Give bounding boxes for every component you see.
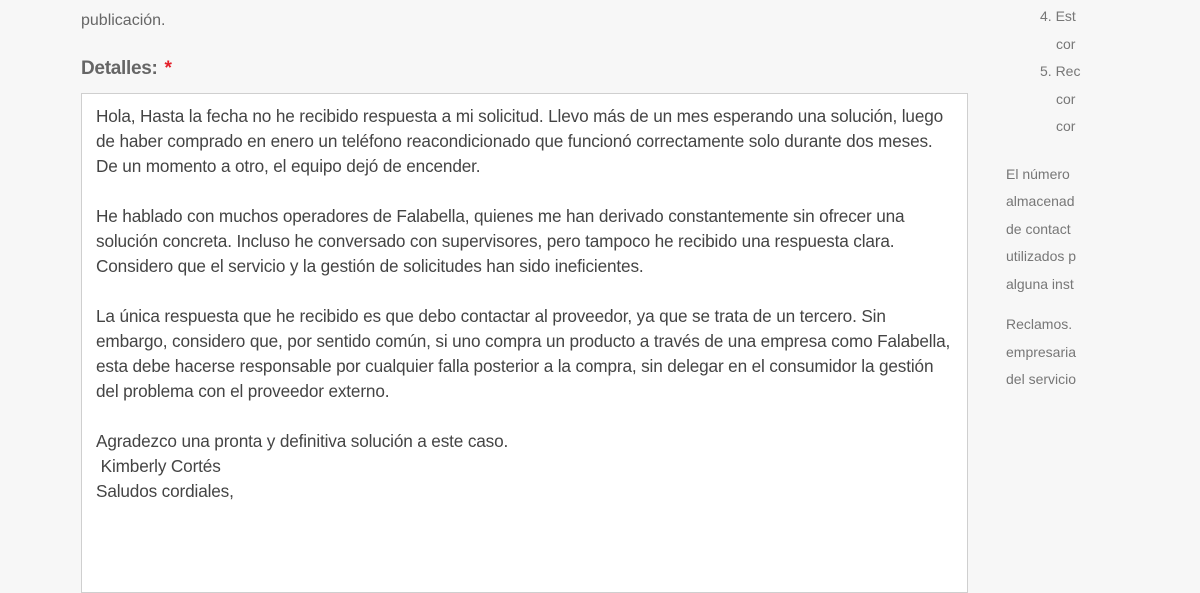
sidebar-paragraph-line: empresaria bbox=[1006, 344, 1077, 360]
sidebar-paragraph-line: de contact bbox=[1006, 221, 1071, 237]
previous-field-text: publicación. bbox=[81, 12, 166, 29]
sidebar-paragraph-line: El número bbox=[1006, 166, 1070, 182]
sidebar-list-item-5-cont: cor bbox=[1056, 91, 1076, 107]
sidebar-list-item-5: 5. Rec bbox=[1040, 63, 1081, 79]
sidebar-list-item-5-cont2: cor bbox=[1056, 118, 1076, 134]
sidebar-list-item-4-cont: cor bbox=[1056, 36, 1076, 52]
details-textarea[interactable]: Hola, Hasta la fecha no he recibido respuesta a mi solicitud. Llevo más de un mes esperando una solución, luego de haber comprado en enero un teléfono reacondicionado que funcionó correctamente solo durante dos meses. De un momento a otro, el equipo dejó de encender. He hablado con muchos operadores de Falabella, quienes me han derivado constantemente sin ofrecer una solución concreta. Incluso he conversado con supervisores, pero tampoco he recibido una respuesta clara. Considero que el servicio y la gestión de solicitudes han sido ineficientes. La única respuesta que he recibido es que debo contactar al proveedor, ya que se trata de un tercero. Sin embargo, considero que, por sentido común, si uno compra un producto a través de una empresa como Falabella, esta debe hacerse responsable por cualquier falla posterior a la compra, sin delegar en el consumidor la gestión del problema con el proveedor externo. Agradezco una pronta y definitiva solución a este caso. Kimberly Cortés Saludos cordiales, bbox=[81, 93, 968, 593]
sidebar-paragraph-line: almacenad bbox=[1006, 193, 1075, 209]
sidebar-paragraph-line: del servicio bbox=[1006, 371, 1077, 387]
sidebar-list-item-4: 4. Est bbox=[1040, 8, 1076, 24]
sidebar-paragraph-line: alguna inst bbox=[1006, 276, 1074, 292]
required-marker: * bbox=[164, 58, 172, 79]
details-label bbox=[81, 58, 172, 80]
details-label-text: Detalles: bbox=[81, 58, 158, 79]
sidebar-paragraph-line: utilizados p bbox=[1006, 248, 1077, 264]
sidebar-paragraph-line: Reclamos. bbox=[1006, 316, 1073, 332]
